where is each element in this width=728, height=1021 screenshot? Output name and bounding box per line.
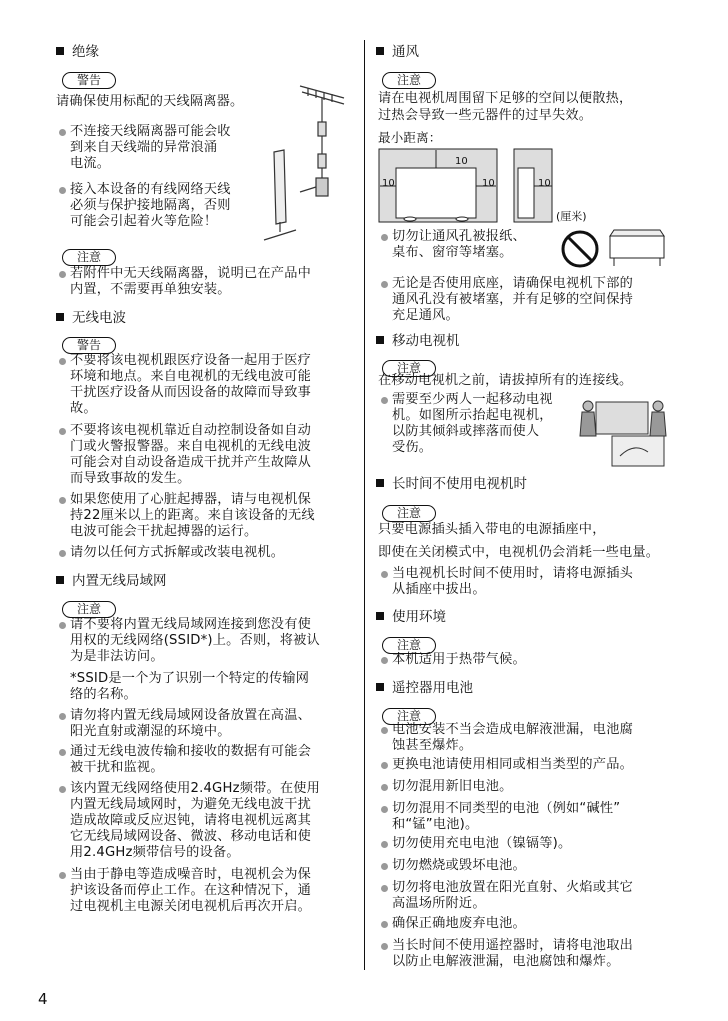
caution-label: 注意 <box>382 502 436 522</box>
section-heading-insulation: 绝缘 <box>56 44 99 60</box>
bullet-item: 无论是否使用底座，请确保电视机下部的 通风孔没有被堵塞，并有足够的空间保持 充足通风。 <box>381 276 633 324</box>
section-heading-moving: 移动电视机 <box>376 333 460 349</box>
bullet-item: 确保正确地废弃电池。 <box>381 916 526 932</box>
section-heading-ventilation: 通风 <box>376 44 419 60</box>
text-line: 过热会导致一些元器件的过早失效。 <box>378 108 593 123</box>
text-line: 在移动电视机之前，请拔掉所有的连接线。 <box>378 373 633 388</box>
dim-left: 10 <box>382 178 395 189</box>
text-line: 只要电源插头插入带电的电源插座中， <box>378 522 606 537</box>
section-heading-battery: 遥控器用电池 <box>376 680 473 696</box>
min-distance-label: 最小距离： <box>378 130 442 145</box>
bullet-item: 切勿使用充电电池（镍镉等)。 <box>381 836 571 852</box>
bullet-item: 更换电池请使用相同或相当类型的产品。 <box>381 757 633 773</box>
dim-right: 10 <box>482 178 495 189</box>
antenna-isolator-illustration <box>260 82 350 244</box>
column-divider <box>364 40 365 970</box>
bullet-item: 若附件中无天线隔离器，说明已在产品中 内置，不需要再单独安装。 <box>59 266 311 298</box>
bullet-item: 如果您使用了心脏起搏器，请与电视机保 持22厘米以上的距离。来自该设备的无线 电波可能会干扰起搏器的运行。 <box>59 492 315 540</box>
unit-label: (厘米) <box>556 210 587 223</box>
bullet-item: 切勿将电池放置在阳光直射、火焰或其它 高温场所附近。 <box>381 880 633 912</box>
bullet-item: 请勿以任何方式拆解或改装电视机。 <box>59 545 284 561</box>
caution-label: 注意 <box>382 69 436 89</box>
warning-label: 警告 <box>62 334 116 354</box>
caution-label: 注意 <box>62 246 116 266</box>
bullet-item: 需要至少两人一起移动电视 机。如图所示抬起电视机， 以防其倾斜或摔落而使人 受伤。 <box>381 392 553 456</box>
caution-label: 注意 <box>62 598 116 618</box>
page-number: 4 <box>38 990 48 1008</box>
bullet-item: 当由于静电等造成噪音时，电视机会为保 护该设备而停止工作。在这种情况下，通 过电视机主电源关闭电视机后再次开启。 <box>59 867 311 915</box>
caution-label: 注意 <box>382 705 436 725</box>
warning-label: 警告 <box>62 69 116 89</box>
bullet-item: 接入本设备的有线网络天线 必须与保护接地隔离，否则 可能会引起着火等危险！ <box>59 182 231 230</box>
bullet-item: 当电视机长时间不使用时，请将电源插头 从插座中拔出。 <box>381 566 633 598</box>
caution-label: 注意 <box>382 357 436 377</box>
bullet-item: 切勿燃烧或毁坏电池。 <box>381 858 526 874</box>
bullet-item: 该内置无线网络使用2.4GHz频带。在使用 内置无线局域网时，为避免无线电波干扰 造成故障或反应迟钝，请将电视机远离其 它无线局域网设备、微波、移动电话和使 用2.4GHz频带信号的设备。 <box>59 781 320 861</box>
text-line: 请在电视机周围留下足够的空间以便散热， <box>378 91 633 106</box>
text-line: 请确保使用标配的天线隔离器。 <box>56 94 244 109</box>
section-heading-environment: 使用环境 <box>376 609 446 625</box>
bullet-item: 切勿让通风孔被报纸、 桌布、窗帘等堵塞。 <box>381 229 526 261</box>
two-people-lifting-tv-illustration <box>576 396 668 468</box>
bullet-item: 切勿混用新旧电池。 <box>381 779 513 795</box>
section-heading-wlan: 内置无线局域网 <box>56 573 167 589</box>
bullet-item: 通过无线电波传输和接收的数据有可能会 被干扰和监视。 <box>59 744 311 776</box>
caution-label: 注意 <box>382 634 436 654</box>
bullet-item: 请勿将内置无线局域网设备放置在高温、 阳光直射或潮湿的环境中。 <box>59 708 311 740</box>
bullet-item: 不要将该电视机跟医疗设备一起用于医疗 环境和地点。来自电视机的无线电波可能 干扰医疗设备从而因设备的故障而导致事 故。 <box>59 353 311 417</box>
bullet-item: 切勿混用不同类型的电池（例如“碱性” 和“锰”电池)。 <box>381 801 620 833</box>
bullet-item: 当长时间不使用遥控器时，请将电池取出 以防止电解液泄漏，电池腐蚀和爆炸。 <box>381 938 633 970</box>
dim-side: 10 <box>538 178 551 189</box>
bullet-item: 请不要将内置无线局域网连接到您没有使 用权的无线网络(SSID*)上。否则，将被认 为是非法访问。 <box>59 617 320 665</box>
section-heading-radio: 无线电波 <box>56 310 126 326</box>
footnote-ssid: *SSID是一个为了识别一个特定的传输网 络的名称。 <box>70 671 310 702</box>
text-line: 即使在关闭模式中，电视机仍会消耗一些电量。 <box>378 545 660 560</box>
bullet-item: 不要将该电视机靠近自动控制设备如自动 门或火警报警器。来自电视机的无线电波 可能会对自动设备造成干扰并产生故障从 而导致事故的发生。 <box>59 423 311 487</box>
bullet-item: 不连接天线隔离器可能会收 到来自天线端的异常浪涌 电流。 <box>59 124 231 172</box>
section-heading-unused: 长时间不使用电视机时 <box>376 476 527 492</box>
bullet-item: 本机适用于热带气候。 <box>381 652 526 668</box>
bullet-item: 电池安装不当会造成电解液泄漏，电池腐 蚀甚至爆炸。 <box>381 722 633 754</box>
dim-top: 10 <box>455 156 468 167</box>
no-blocking-icon <box>560 228 670 270</box>
